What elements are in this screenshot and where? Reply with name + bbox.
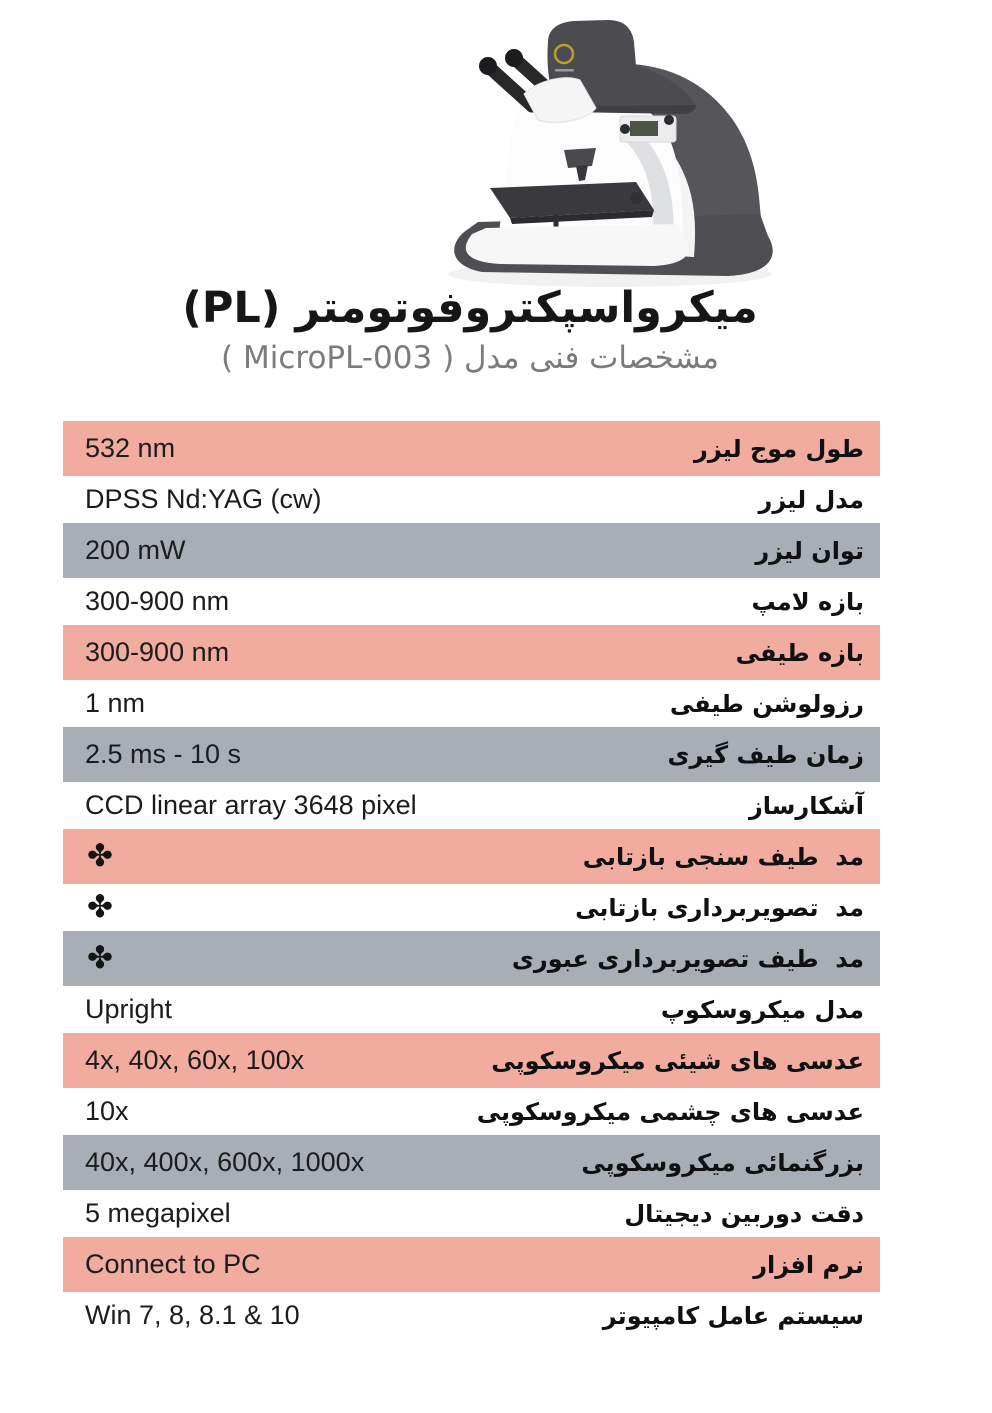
table-row [63, 1237, 880, 1292]
spec-value: DPSS Nd:YAG (cw) [85, 484, 322, 514]
spec-label: زمان طیف گیری [667, 740, 864, 769]
table-row [63, 1190, 880, 1237]
table-row [63, 727, 880, 782]
spec-label: دقت دوربین دیجیتال [624, 1199, 864, 1228]
spec-value: 300-900 nm [85, 586, 230, 616]
page-subtitle: مشخصات فنی مدل ( MicroPL-003 ) [221, 340, 719, 377]
spec-value: 10x [85, 1096, 129, 1126]
spec-label: رزولوشن طیفی [669, 689, 864, 718]
table-row [63, 578, 880, 625]
table-row [63, 1135, 880, 1190]
spec-value: Connect to PC [85, 1249, 261, 1279]
table-row [63, 476, 880, 523]
spec-label: عدسی های شیئی میکروسکوپی [491, 1046, 864, 1075]
spec-value: 1 nm [85, 688, 146, 718]
spec-value: 532 nm [85, 433, 176, 463]
table-row [63, 421, 880, 476]
spec-value: 40x, 400x, 600x, 1000x [85, 1147, 365, 1177]
table-row [63, 625, 880, 680]
four-petal-asterisk-icon: ✤ [87, 889, 113, 925]
spec-value: Upright [85, 994, 173, 1024]
eyecup-right [505, 49, 523, 67]
page-title: میکرواسپکتروفوتومتر (PL) [182, 283, 758, 333]
microscope-image [438, 8, 788, 293]
table-row [63, 1033, 880, 1088]
table-row [63, 782, 880, 829]
spec-label: مدل لیزر [758, 485, 864, 514]
spec-value: 300-900 nm [85, 637, 230, 667]
spec-label: توان لیزر [755, 536, 864, 565]
spec-table [63, 421, 880, 1339]
panel-knob-right [664, 115, 674, 125]
spec-value: 2.5 ms - 10 s [85, 739, 242, 769]
spec-label: بزرگنمائی میکروسکوپی [581, 1148, 864, 1177]
spec-label: سیستم عامل کامپیوتر [602, 1301, 864, 1330]
table-row [63, 523, 880, 578]
spec-label: آشکارساز [748, 791, 864, 820]
spec-label: عدسی های چشمی میکروسکوپی [476, 1097, 864, 1126]
table-row [63, 1088, 880, 1135]
table-row [63, 986, 880, 1033]
panel-knob-left [620, 124, 630, 134]
spec-label: مدل میکروسکوپ [660, 995, 864, 1024]
spec-value: 200 mW [85, 535, 186, 565]
lcd-screen [630, 121, 658, 136]
spec-value: 4x, 40x, 60x, 100x [85, 1045, 305, 1075]
spec-value: Win 7, 8, 8.1 & 10 [85, 1300, 300, 1330]
spec-label: مد طیف سنجی بازتابی [582, 842, 864, 871]
table-row [63, 931, 880, 986]
table-row [63, 884, 880, 931]
spec-label: مد تصویربرداری بازتابی [575, 893, 864, 922]
spec-value: 5 megapixel [85, 1198, 231, 1228]
four-petal-asterisk-icon: ✤ [87, 940, 113, 976]
eyecup-left [479, 57, 497, 75]
table-row [63, 829, 880, 884]
nosepiece [564, 148, 596, 168]
table-row [63, 680, 880, 727]
four-petal-asterisk-icon: ✤ [87, 838, 113, 874]
spec-value: CCD linear array 3648 pixel [85, 790, 417, 820]
spec-label: طول موج لیزر [694, 434, 864, 463]
spec-label: نرم افزار [753, 1250, 864, 1279]
spec-label: مد طیف تصویربرداری عبوری [511, 944, 864, 973]
table-row [63, 1292, 880, 1339]
spec-label: بازه طیفی [735, 638, 864, 667]
title-block [0, 284, 940, 376]
base-front-plate [466, 224, 689, 266]
brand-text-mark [555, 69, 574, 72]
stage-stop-knob [630, 192, 642, 204]
spec-label: بازه لامپ [751, 587, 864, 616]
